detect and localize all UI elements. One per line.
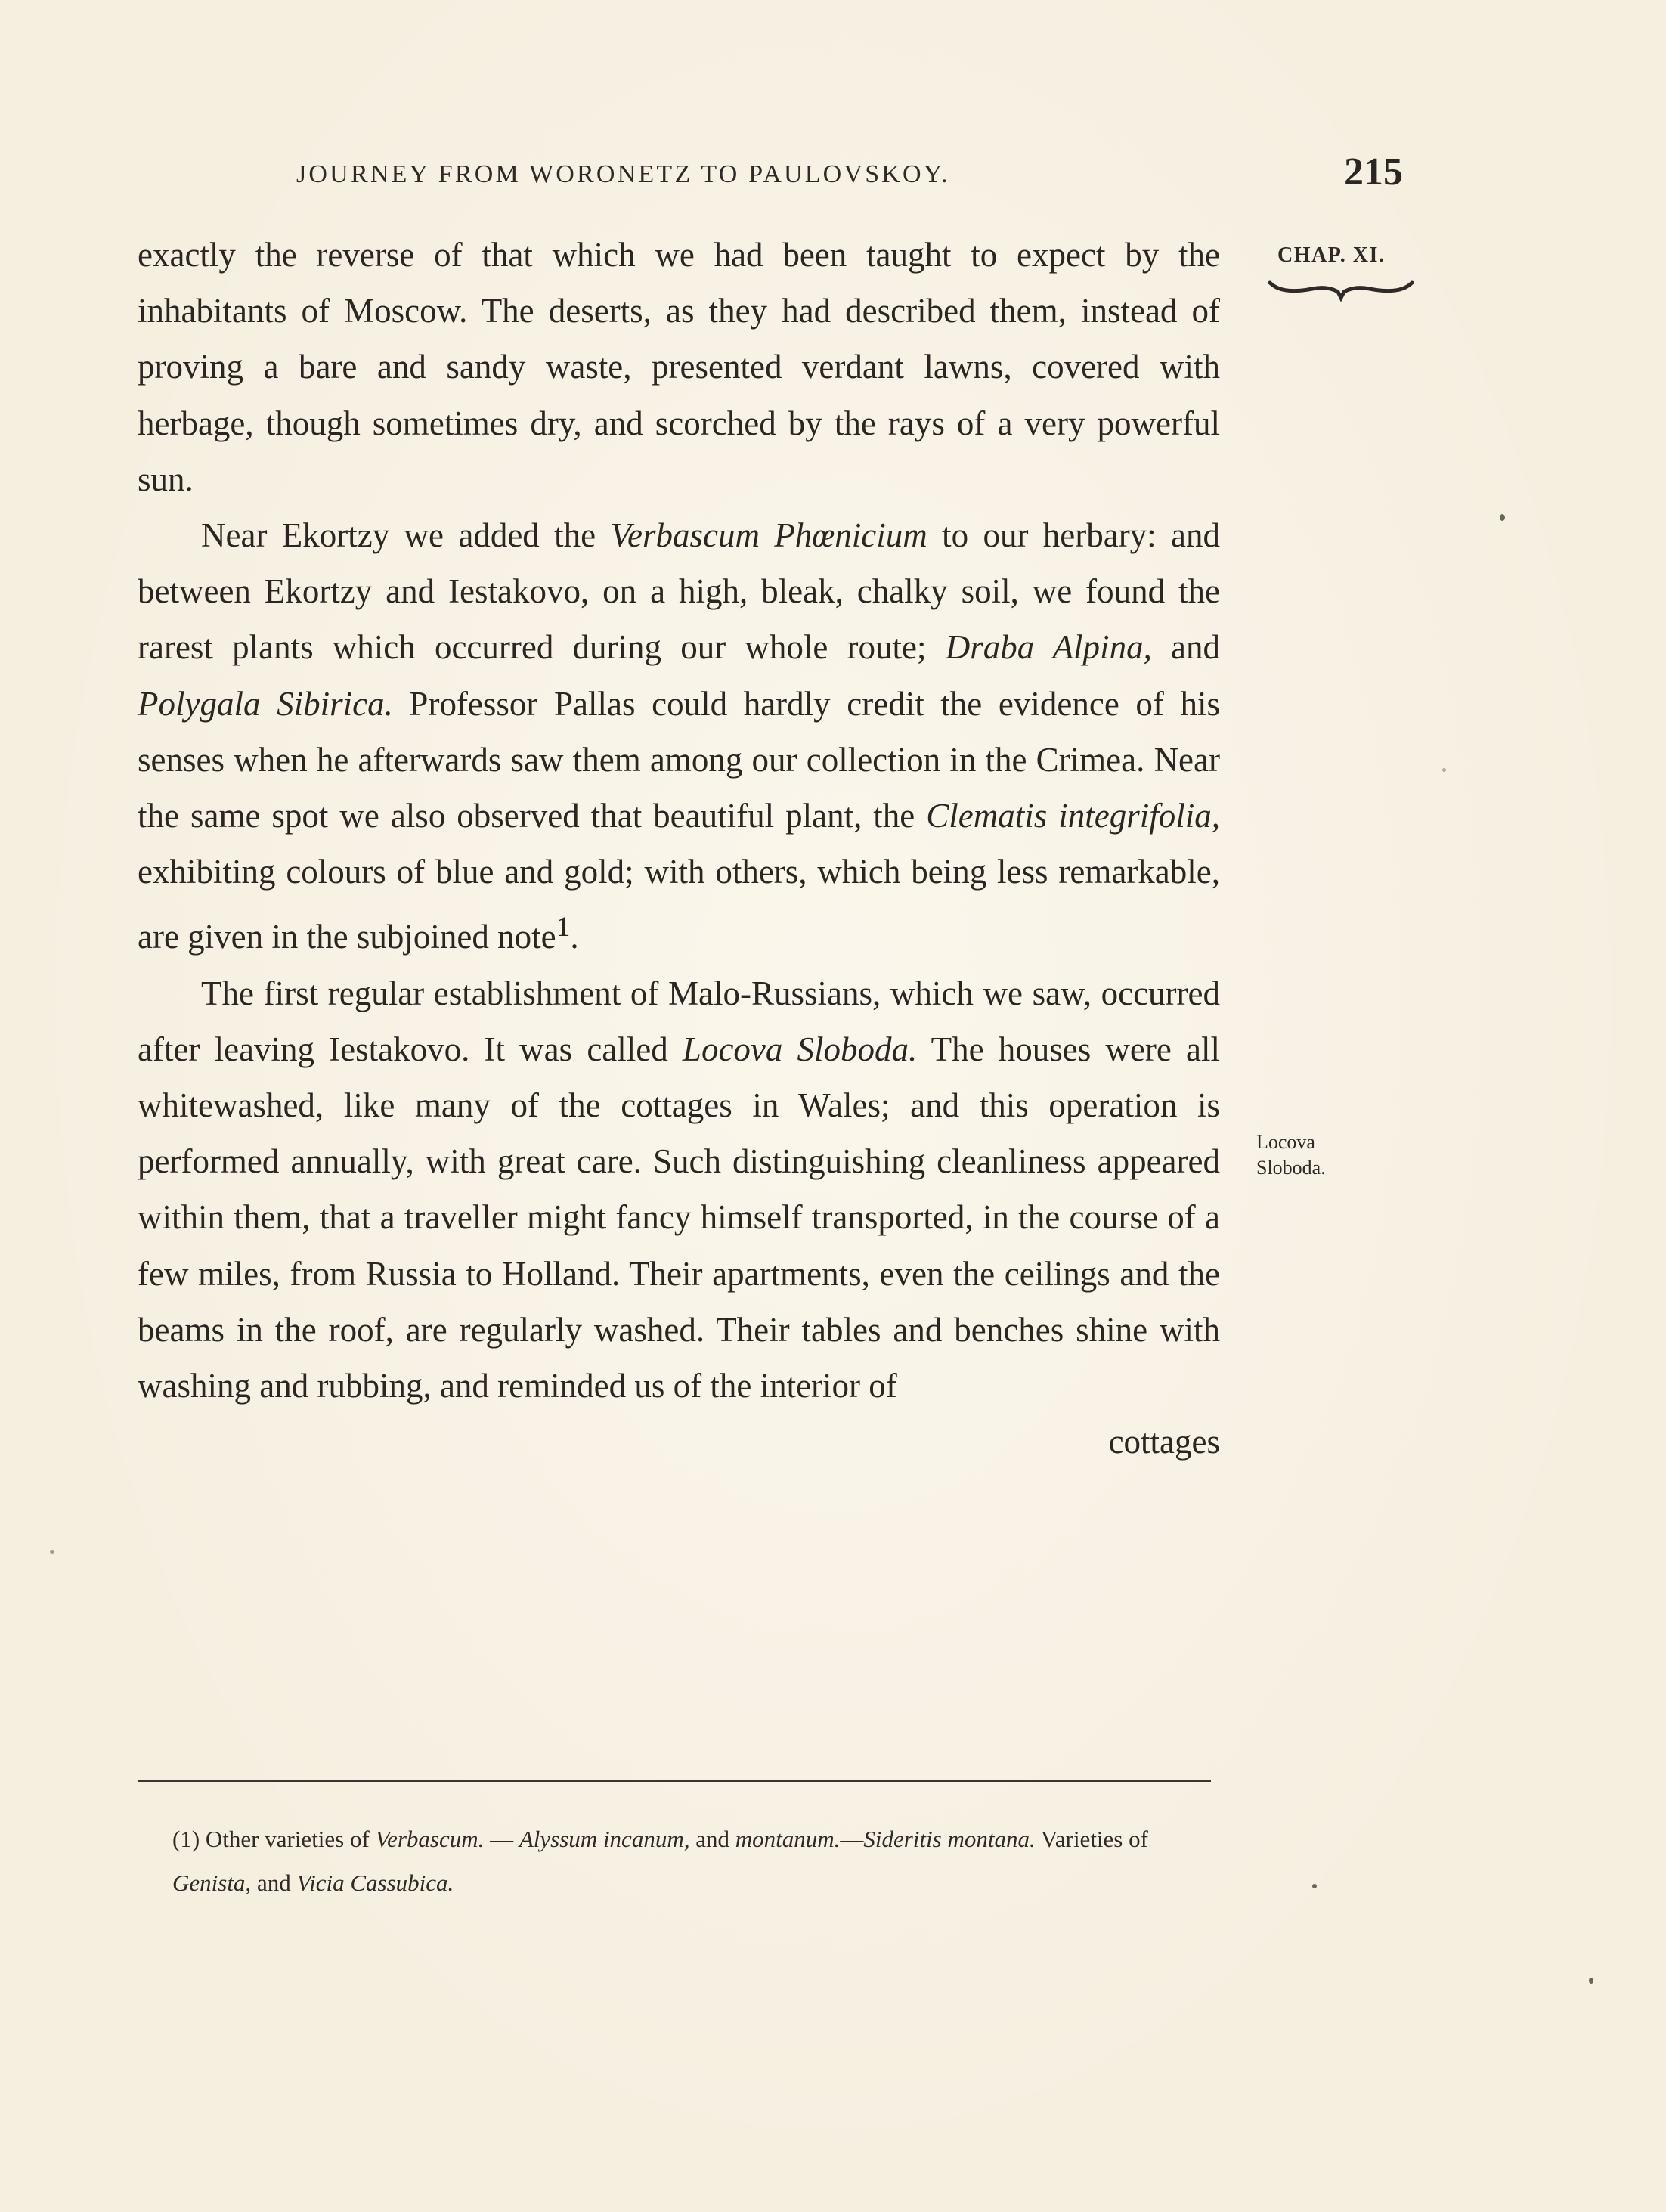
text-run: —	[840, 1826, 864, 1852]
footnote-text	[138, 1817, 1211, 1905]
paper-speck	[1589, 1978, 1593, 1984]
paper-speck	[50, 1550, 54, 1554]
text-run: Other varieties of	[200, 1826, 376, 1852]
italic-draba-alpina: Draba Alpina,	[945, 628, 1152, 667]
italic-polygala-sibirica: Polygala Sibirica.	[138, 684, 393, 723]
catchword: cottages	[1108, 1423, 1220, 1461]
italic-locova-sloboda: Locova Sloboda.	[682, 1030, 918, 1068]
running-title: JOURNEY FROM WORONETZ TO PAULOVSKOY.	[296, 160, 950, 188]
chapter-sidenote: CHAP. XI.	[1277, 243, 1386, 267]
paper-speck	[1500, 514, 1505, 521]
paper-speck	[1312, 1884, 1317, 1888]
italic-vicia: Vicia Cassubica.	[296, 1870, 454, 1896]
footnote-rule	[138, 1780, 1211, 1782]
text-run: and	[689, 1826, 735, 1852]
text-run: Near Ekortzy we added the	[201, 516, 611, 555]
italic-alyssum: Alyssum incanum,	[519, 1826, 690, 1852]
italic-montanum: montanum.	[735, 1826, 841, 1852]
main-text	[138, 227, 1220, 1470]
footnote	[138, 1817, 1211, 1905]
paper-speck	[1442, 768, 1446, 772]
paragraph-3	[138, 965, 1220, 1414]
text-run: The first regular establishment of Malo-Russians, which we saw, occurred after leaving Iestakovo. It was called	[138, 974, 1220, 1068]
footnote-reference: 1	[556, 912, 571, 943]
italic-verbascum: Verbascum.	[375, 1826, 485, 1852]
text-run: —	[484, 1826, 519, 1852]
text-run: to our herbary: and between Ekortzy and Iestakovo, on a high, bleak, chalky soil, we found the rarest plants which occurred during our whole route;	[138, 516, 1220, 667]
text-run: and	[251, 1870, 297, 1896]
text-run: The houses were all whitewashed, like many of the cottages in Wales; and this operation is performed annually, with great care. Such distinguishing cleanliness appeared within them, that a traveller might fancy himself transported, in the course of a few miles, from Russia to Holland. Their apartments, even the ceilings and the beams in the roof, are regularly washed. Their tables and benches shine with washing and rubbing, and reminded us of the interior of	[138, 1030, 1220, 1405]
paragraph-1: exactly the reverse of that which we had been taught to expect by the inhabitants of Moscow. The deserts, as they had described them, instead of proving a bare and sandy waste, presented verdant lawns, covered with herbage, though sometimes dry, and scorched by the rays of a very powerful sun.	[138, 236, 1220, 498]
text-run: and	[1151, 628, 1220, 667]
text-run: Varieties of	[1035, 1826, 1148, 1852]
italic-clematis-integrifolia: Clematis integrifolia,	[926, 797, 1220, 835]
italic-genista: Genista,	[172, 1870, 252, 1896]
text-run: .	[570, 918, 579, 956]
locova-sloboda-sidenote	[1256, 1129, 1326, 1181]
italic-verbascum-phoenicium: Verbascum Phœnicium	[610, 516, 927, 555]
sidenote-line: Sloboda.	[1256, 1157, 1326, 1179]
page-number: 215	[1344, 150, 1403, 194]
sidenote-line: Locova	[1256, 1131, 1315, 1153]
chapter-brace-ornament	[1267, 277, 1415, 307]
text-run: exhibiting colours of blue and gold; with others, which being less remarkable, are given in the subjoined note	[138, 853, 1220, 956]
text-run: Professor Pallas could hardly credit the evidence of his senses when he afterwards saw them among our collection in the Crimea. Near the same spot we also observed that beautiful plant, the	[138, 684, 1220, 835]
italic-sideritis: Sideritis montana.	[863, 1826, 1036, 1852]
paragraph-2	[138, 507, 1220, 965]
footnote-marker: (1)	[172, 1826, 200, 1852]
